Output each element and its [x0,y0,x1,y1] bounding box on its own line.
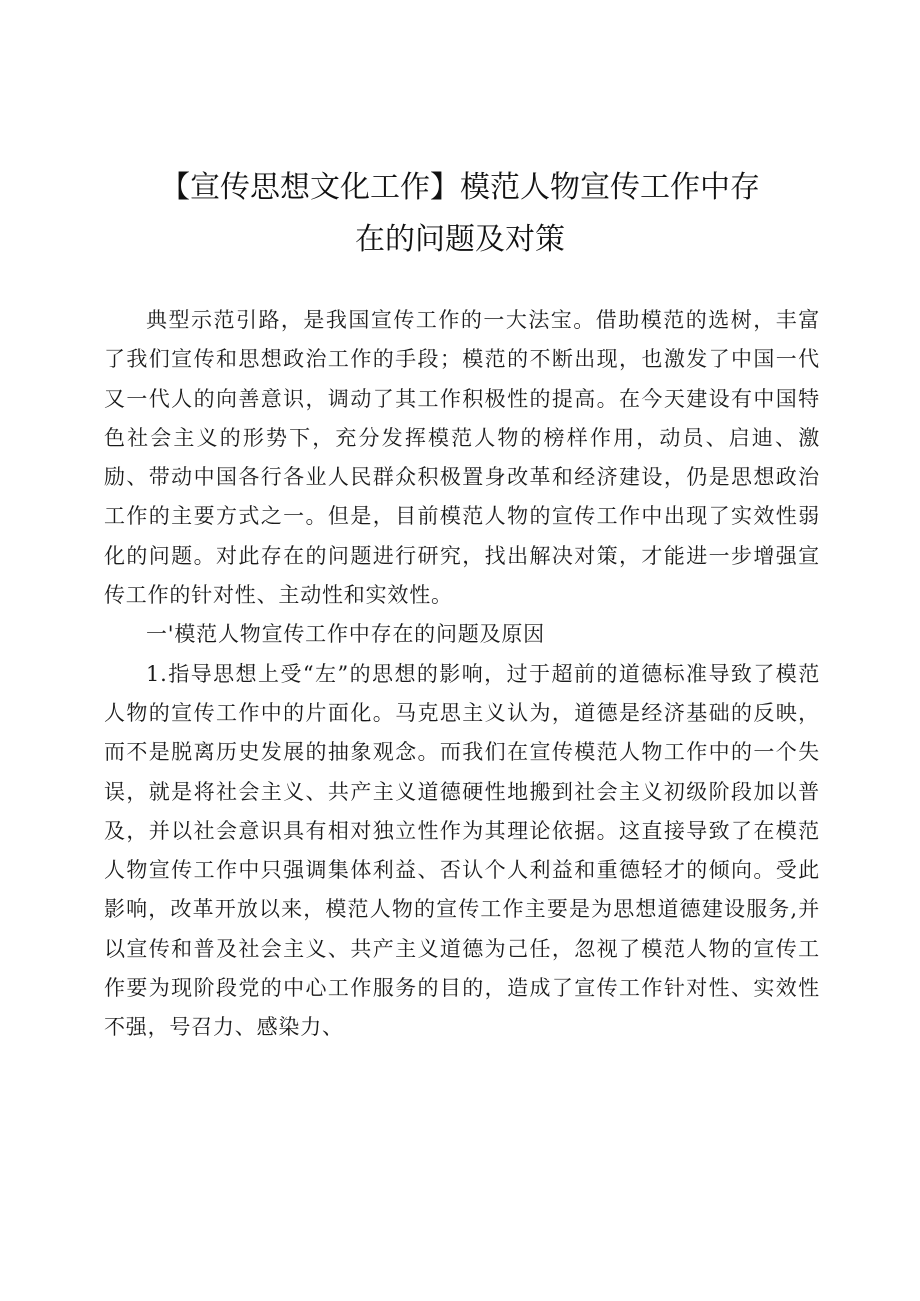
document-title-line-2: 在的问题及对策 [355,222,565,257]
document-title-line-1: 【宣传思想文化工作】模范人物宣传工作中存 [160,170,760,205]
document-body [104,301,820,1048]
section-heading: 一'模范人物宣传工作中存在的问题及原因 [146,622,545,647]
point-1-paragraph: 1.指导思想上受“左”的思想的影响，过于超前的道德标准导致了模范人物的宣传工作中的片面化。马克思主义认为，道德是经济基础的反映，而不是脱离历史发展的抽象观念。而我们在宣传模范人物工作中的一个失误，就是将社会主义、共产主义道德硬性地搬到社会主义初级阶段加以普及，并以社会意识具有相对独立性作为其理论依据。这直接导致了在模范人物宣传工作中只强调集体利益、否认个人利益和重德轻才的倾向。受此影响，改革开放以来，模范人物的宣传工作主要是为思想道德建设服务,并以宣传和普及社会主义、共产主义道德为己任，忽视了模范人物的宣传工作要为现阶段党的中心工作服务的目的，造成了宣传工作针对性、实效性不强，号召力、感染力、 [104,661,820,1040]
intro-paragraph: 典型示范引路，是我国宣传工作的一大法宝。借助模范的选树，丰富了我们宣传和思想政治工作的手段；模范的不断出现，也激发了中国一代又一代人的向善意识，调动了其工作积极性的提高。在今天建设有中国特色社会主义的形势下，充分发挥模范人物的榜样作用，动员、启迪、激励、带动中国各行各业人民群众积极置身改革和经济建设，仍是思想政治工作的主要方式之一。但是，目前模范人物的宣传工作中出现了实效性弱化的问题。对此存在的问题进行研究，找出解决对策，才能进一步增强宣传工作的针对性、主动性和实效性。 [104,308,820,608]
